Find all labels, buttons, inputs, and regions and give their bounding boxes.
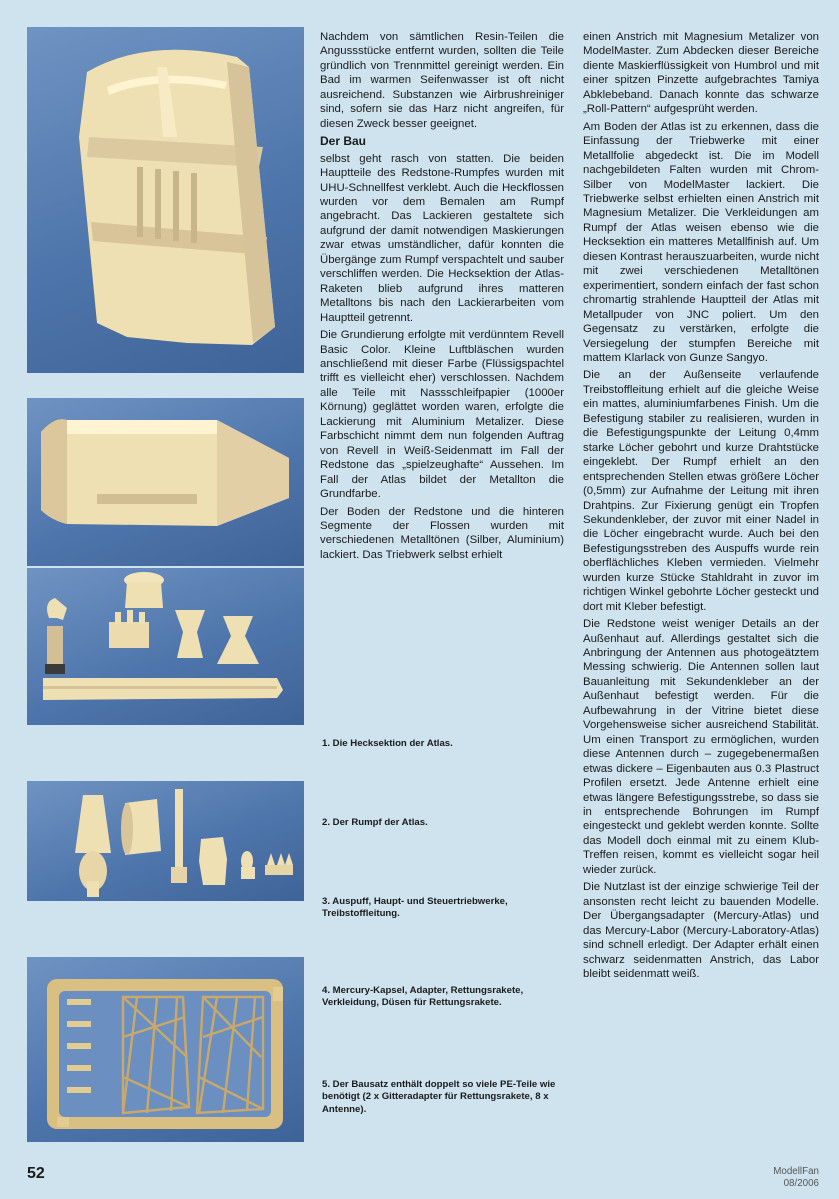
- article-column-middle: [320, 30, 564, 565]
- photo-caption-5: 5. Der Bausatz enthält doppelt so viele PE-Teile wie benötigt (2 x Gitteradapter für Rettungsrakete, 8 x Antenne).: [322, 1079, 556, 1115]
- paragraph: Die Redstone weist weniger Details an der Außenhaut auf. Allerdings gestaltet sich die Anbringung der Antennen aus photogeätztem Messing schwierig. Die Antennen sollen laut Bauanleitung mit Sekundenkleber an der Außenhaut befestigt werden. Für die Aufbewahrung in der Vitrine bietet diese Vorgehensweise sicher ausreichend Stabilität. Um einen Transport zu ermöglichen, wurden diese Antennen durch – zugegebenermaßen etwas dickere – Eigenbauten aus 0.3 Plastruct Profilen ersetzt. Jede Antenne erhielt eine etwas längere Befestigungsstrebe, so dass sie in entsprechende Bohrungen im Rumpf eingesteckt und geklebt werden konnte. Sollte das Modell doch einmal mit zu einem Klub-Treffen reisen, kommt es vielleicht sogar heil wieder zurück.: [583, 618, 819, 876]
- paragraph: Die an der Außenseite verlaufende Treibstoffleitung erhielt auf die gleiche Weise ein mattes, aluminiumfarbenes Finish. Um die Befestigung stabiler zu realisieren, wurden in die Befestigungspunkte der Leitung 0,4mm starke Löcher gebohrt und kurze Drahtstücke eingeklebt. Der Rumpf erhielt an den entsprechenden Stellen etwas größere Löcher (0,5mm) zur Aufnahme der Leitung mit ihren Drahtpins. Zur Fixierung genügt ein Tropfen Sekundenkleber, der zuvor mit einer Nadel in die Löcher eingebracht wurde. Auch bei den Befestigungsstreben des Auspuffs wurde rein oberflächliches Kleben vermieden. Vielmehr wurden kurze Stücke Stahldraht in zuvor im richtigen Winkel gebohrte Löcher gesteckt und dort mit Kleber befestigt.: [583, 369, 819, 613]
- photo-caption-4: 4. Mercury-Kapsel, Adapter, Rettungsrakete, Verkleidung, Düsen für Rettungsrakete.: [322, 985, 524, 1009]
- photo-caption-2: 2. Der Rumpf der Atlas.: [322, 817, 428, 828]
- photo-engines-and-fuel-line: [27, 568, 304, 725]
- paragraph: Die Grundierung erfolgte mit verdünntem Revell Basic Color. Kleine Luftbläschen wurden anschließend mit dieser Farbe (Flüssigspachtel trifft es vielleicht eher) verschlossen. Nachdem alle Teile mit Nassschleifpapier (1000er Körnung) geglättet worden waren, erfolgte die Lackierung mit Aluminium Metalizer. Diese Farbschicht nimmt dem nun folgenden Auftrag von Revell in Weiß-Seidenmatt im Fall der Redstone das „spielzeughafte“ Aussehen. Im Fall der Atlas bildet der Metallton die Grundfarbe.: [320, 329, 564, 501]
- paragraph: Die Nutzlast ist der einzige schwierige Teil der ansonsten recht leicht zu bauenden Modelle. Der Übergangsadapter (Mercury-Atlas) und das Mercury-Labor (Mercury-Laboratory-Atlas) sind schnell erledigt. Der Adapter erhält einen schwarz seidenmatten Anstrich, das Labor bleibt seidenmatt weiß.: [583, 881, 819, 980]
- photo-photo-etched-parts: [27, 957, 304, 1142]
- photo-mercury-capsule-parts-image: [27, 781, 304, 901]
- magazine-issue: 08/2006: [783, 1178, 819, 1189]
- photo-mercury-capsule-parts: [27, 781, 304, 901]
- paragraph: selbst geht rasch von statten. Die beiden Hauptteile des Redstone-Rumpfes wurden mit UHU-Schnellfest verklebt. Auch die Heckflossen wurden vor dem Bemalen am Rumpf angebracht. Das Lackieren gestaltete sich aufgrund der damit notwendigen Maskierungen zwar etwas umständlicher, dafür konnten die Übergänge zum Rumpf verspachtelt und sauber verschliffen werden. Die Hecksektion der Atlas-Raketen blieb aufgrund ihres matteren Metalltons bis nach den Lackierarbeiten vom Hauptteil getrennt.: [320, 152, 564, 324]
- paragraph: Der Boden der Redstone und die hinteren Segmente der Flossen wurden mit verschiedenen Metalltönen (Silber, Aluminium) lackiert. Das Triebwerk selbst erhielt: [320, 505, 564, 561]
- photo-atlas-tail-section-image: [27, 27, 304, 373]
- photo-photo-etched-parts-image: [27, 957, 304, 1142]
- magazine-name: ModellFan: [773, 1166, 819, 1177]
- photo-caption-1: 1. Die Hecksektion der Atlas.: [322, 738, 453, 749]
- magazine-footer: [773, 1166, 819, 1190]
- article-column-right: [583, 30, 819, 984]
- photo-atlas-tail-section: [27, 27, 304, 373]
- photo-caption-3: 3. Auspuff, Haupt- und Steuertriebwerke, Treibstoffleitung.: [322, 896, 508, 920]
- paragraph: Nachdem von sämtlichen Resin-Teilen die Angussstücke entfernt wurden, sollten die Teile gründlich von Trennmittel gereinigt werden. Ein Bad im warmen Seifenwasser ist oft nicht ausreichend. Substanzen wie Airbrushreiniger sind, sofern sie das Harz nicht angreifen, für diesen Zweck besser geeignet.: [320, 31, 564, 130]
- paragraph: Am Boden der Atlas ist zu erkennen, dass die Einfassung der Triebwerke mit einer Metallfolie abgedeckt ist. Die im Modell nachgebildeten Falten wurden mit Chrom-Silber von ModelMaster lackiert. Die Triebwerke selbst erhielten einen Anstrich mit Magnesium Metalizer. Die Verkleidungen am Rumpf der Atlas weisen ebenso wie die Hecksektion ein matteres Metallfinish auf. Um diesen Kontrast herauszuarbeiten, wurde nicht mit zwei verschiedenen Metalltönen experimentiert, sondern einfach der fast schon chromartig strahlende Hauptteil der Atlas mit Metallpuder von JNC poliert. Um den Gegensatz zu verstärken, erfolgte die Versiegelung der stumpfen Bereiche mit mattem Klarlack von Gunze Sangyo.: [583, 120, 819, 364]
- page-number: 52: [27, 1165, 45, 1182]
- paragraph: einen Anstrich mit Magnesium Metalizer von ModelMaster. Zum Abdecken dieser Bereiche diente Maskierflüssigkeit von Humbrol und mit einer spitzen Pinzette aufgebrachtes Tamiya Abklebeband. Danach konnte das schwarze „Roll-Pattern“ aufgesprüht werden.: [583, 31, 819, 116]
- photo-atlas-fuselage-image: [27, 398, 304, 566]
- section-heading: Der Bau: [320, 134, 367, 149]
- photo-atlas-fuselage: [27, 398, 304, 566]
- photo-engines-and-fuel-line-image: [27, 568, 304, 725]
